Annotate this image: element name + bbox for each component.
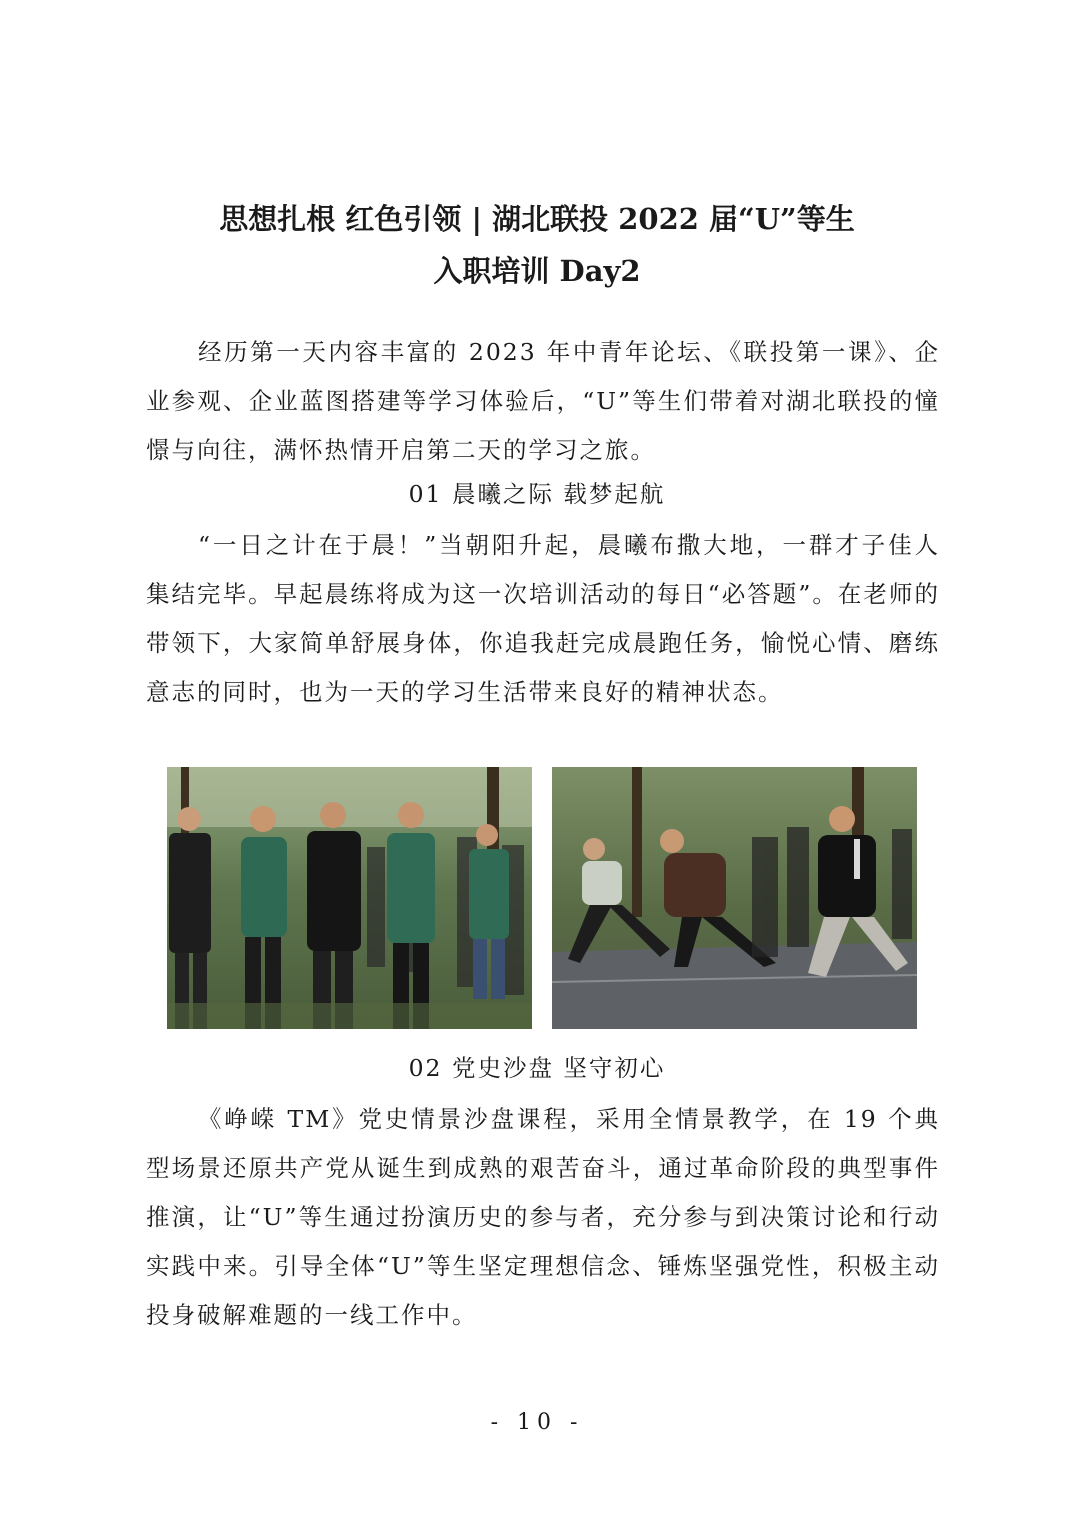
morning-exercise-photo-left — [167, 767, 532, 1029]
page-number: - 10 - — [490, 1410, 584, 1435]
morning-exercise-photo-right — [552, 767, 917, 1029]
document-title-line-2: 入职培训 Day2 — [433, 254, 641, 288]
section-2-heading: 02 党史沙盘 坚守初心 — [408, 1054, 666, 1082]
document-title-line-1: 思想扎根 红色引领 | 湖北联投 2022 届“U”等生 — [219, 202, 855, 236]
section-2-paragraph: 《峥嵘 TM》党史情景沙盘课程，采用全情景教学，在 19 个典型场景还原共产党从诞生到成熟的艰苦奋斗，通过革命阶段的典型事件推演，让“U”等生通过扮演历史的参与者，充分参与到决策讨论和行动实践中来。引导全体“U”等生坚定理想信念、锤炼坚强党性，积极主动投身破解难题的一线工作中。 — [146, 1105, 940, 1329]
section-1-paragraph: “一日之计在于晨！”当朝阳升起，晨曦布撒大地，一群才子佳人集结完毕。早起晨练将成为这一次培训活动的每日“必答题”。在老师的带领下，大家简单舒展身体，你追我赶完成晨跑任务，愉悦心情、磨练意志的同时，也为一天的学习生活带来良好的精神状态。 — [146, 531, 940, 706]
section-1-heading: 01 晨曦之际 载梦起航 — [408, 480, 666, 508]
intro-paragraph: 经历第一天内容丰富的 2023 年中青年论坛、《联投第一课》、企业参观、企业蓝图搭建等学习体验后，“U”等生们带着对湖北联投的憧憬与向往，满怀热情开启第二天的学习之旅。 — [146, 338, 940, 464]
